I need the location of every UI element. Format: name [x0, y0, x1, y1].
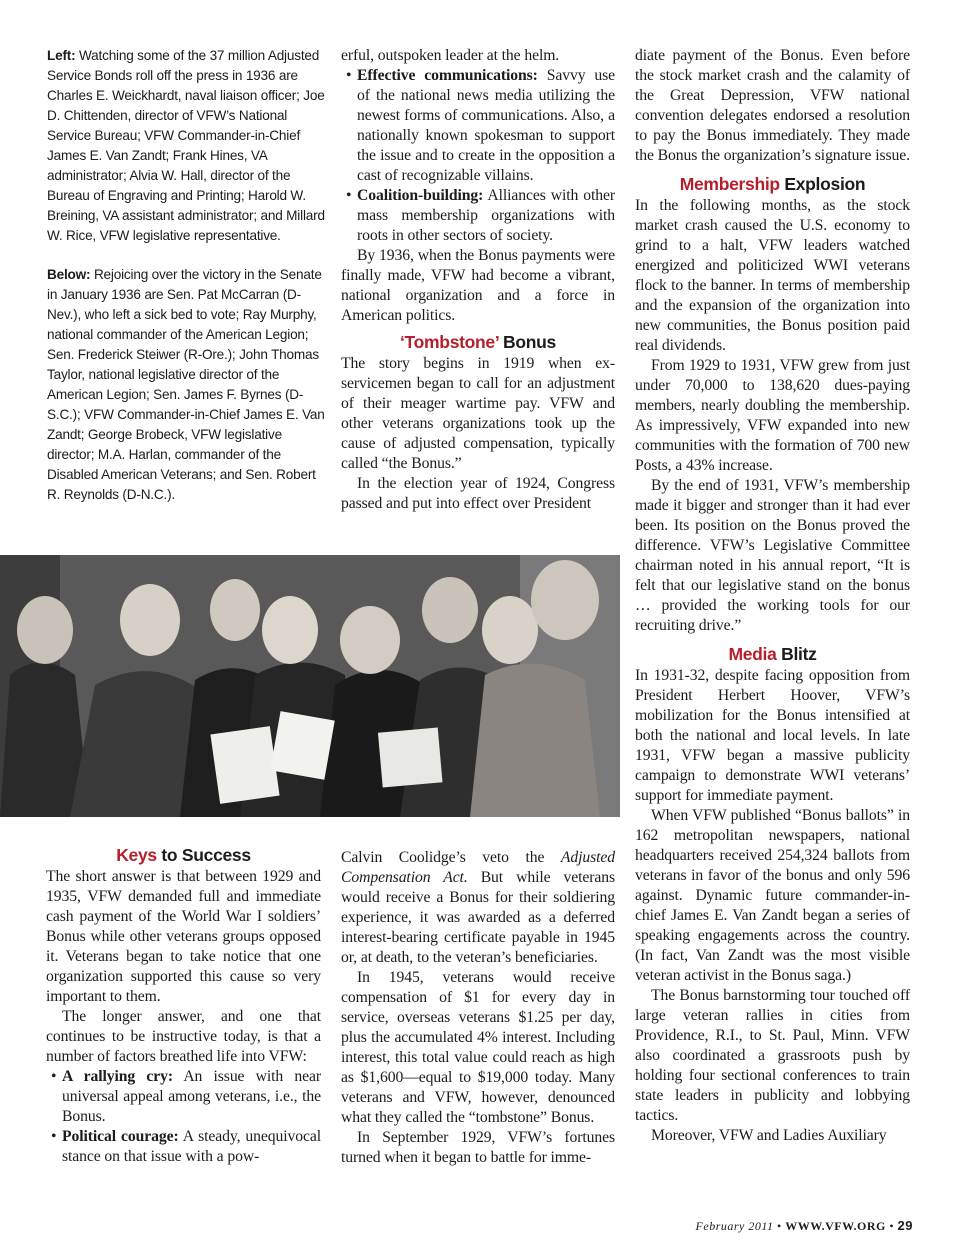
- paragraph: In the election year of 1924, Congress passed and put into effect over President: [341, 475, 615, 512]
- paragraph: The story begins in 1919 when ex-servicemen began to call for an adjustment of their meager wartime pay. VFW and other veterans organizations took up the cause of adjusted compensation, typically called “the Bonus.”: [341, 355, 615, 472]
- page-number: 29: [897, 1218, 913, 1233]
- column-1-bottom: [46, 845, 321, 1167]
- factor-list: [46, 1067, 321, 1167]
- caption-left: Left: Watching some of the 37 million Adjusted Service Bonds roll off the press in 1936 are Charles E. Weickhardt, naval liaison officer; Joe D. Chittenden, director of VFW’s National Service Bureau; VFW Commander-in-Chief James E. Van Zandt; Frank Hines, VA administrator; Alvia W. Hall, director of the Bureau of Engraving and Printing; Harold W. Breining, VA assistant administrator; and Millard W. Rice, VFW legislative representative.: [47, 48, 325, 243]
- paragraph: By the end of 1931, VFW’s membership made it bigger and stronger than it had ever been. Its position on the Bonus proved the difference. VFW’s Legislative Committee chairman noted in his annual report, “It is felt that our legislative stand on the bonus … provided the working tools for our recruiting drive.”: [635, 477, 910, 634]
- paragraph: In the following months, as the stock market crash caused the U.S. economy to grind to a halt, VFW leaders watched energized and politicized WWI veterans flock to the banner. In terms of membership and the expansion of the organization into new communities, the Bonus position paid real dividends.: [635, 197, 910, 354]
- separator: •: [889, 1219, 895, 1233]
- paragraph: Calvin Coolidge’s veto the Adjusted Compensation Act. But while veterans would receive a Bonus for their soldiering experience, it was awarded as a deferred interest-bearing certificate payable in 1945 or, at death, to the veteran’s beneficiaries.: [341, 849, 615, 966]
- section-heading-membership-explosion: Membership Explosion: [679, 174, 866, 194]
- group-photo-illustration: [0, 555, 620, 817]
- paragraph: Moreover, VFW and Ladies Auxiliary: [651, 1127, 887, 1144]
- separator: •: [776, 1219, 782, 1233]
- paragraph: By 1936, when the Bonus payments were finally made, VFW had become a vibrant, national organization and a force in American politics.: [341, 247, 615, 324]
- list-item: • Coalition-building: Alliances with other mass membership organizations with roots in other sectors of society.: [341, 186, 615, 246]
- photo-captions: [47, 46, 329, 505]
- group-photo: [0, 555, 620, 817]
- section-heading-keys-to-success: Keys to Success: [116, 845, 251, 865]
- paragraph: diate payment of the Bonus. Even before the stock market crash and the calamity of the Great Depression, VFW national convention delegates endorsed a resolution to pay the Bonus immediately. They made the Bonus the organization’s signature issue.: [635, 47, 910, 164]
- list-item: • Effective communications: Savvy use of the national news media utilizing the newest forms of communications. Also, a nationally known spokesman to support the issue and to create in the opposition a cast of recognizable villains.: [341, 66, 615, 186]
- paragraph: When VFW published “Bonus ballots” in 162 metropolitan newspapers, national headquarters received 254,324 ballots from veterans in favor of the bonus and only 596 against. Dynamic future commander-in-chief James E. Van Zandt began a series of speaking engagements across the country. (In fact, Van Zandt was the most visible veteran activist in the Bonus saga.): [635, 807, 910, 984]
- paragraph: In 1931-32, despite facing opposition from President Herbert Hoover, VFW’s mobilization for the Bonus intensified at both the national and local levels. In late 1931, VFW began a massive publicity campaign to demonstrate WWI veterans’ support for immediate payment.: [635, 667, 910, 804]
- paragraph: From 1929 to 1931, VFW grew from just under 70,000 to 138,620 dues-paying members, nearly doubling the membership. As impressively, VFW expanded into new communities with the formation of 700 new Posts, a 43% increase.: [635, 357, 910, 474]
- column-2-bottom: [341, 848, 615, 1168]
- paragraph: In September 1929, VFW’s fortunes turned when it began to battle for imme-: [341, 1129, 615, 1166]
- paragraph: erful, outspoken leader at the helm.: [341, 47, 560, 64]
- website: WWW.VFW.ORG: [785, 1219, 886, 1233]
- section-heading-media-blitz: Media Blitz: [728, 644, 817, 664]
- paragraph: The short answer is that between 1929 and 1935, VFW demanded full and immediate cash payment of the World War I soldiers’ Bonus while other veterans groups opposed it. Veterans began to take notice that one organization supported this cause so very important to them.: [46, 868, 321, 1005]
- page-footer: [696, 1218, 913, 1234]
- paragraph: In 1945, veterans would receive compensation of $1 for every day in service, overseas veterans $1.25 per day, plus the accumulated 4% interest. Including interest, this total value could reach as high as $1,600—equal to $19,000 today. Many veterans and VFW, however, denounced what they called the “tombstone” Bonus.: [341, 969, 615, 1126]
- paragraph: The Bonus barnstorming tour touched off large veteran rallies in cities from Providence, R.I., to St. Paul, Minn. VFW also coordinated a grassroots push by holding four sectional conferences to train state leaders in publicity and lobbying tactics.: [635, 987, 910, 1124]
- factor-list: [341, 66, 615, 246]
- issue-date: February 2011: [695, 1219, 774, 1233]
- paragraph: The longer answer, and one that continues to be instructive today, is that a number of factors breathed life into VFW:: [46, 1008, 321, 1065]
- caption-below: Below: Rejoicing over the victory in the Senate in January 1936 are Sen. Pat McCarran (D-Nev.), who left a sick bed to vote; Ray Murphy, national commander of the American Legion; Sen. Frederick Steiwer (R-Ore.); John Thomas Taylor, national legislative director of the American Legion; Sen. James F. Byrnes (D-S.C.); VFW Commander-in-Chief James E. Van Zandt; George Brobeck, VFW legislative director; M.A. Harlan, commander of the Disabled American Veterans; and Sen. Robert R. Reynolds (D-N.C.).: [47, 267, 325, 502]
- section-heading-tombstone-bonus: ‘Tombstone’ Bonus: [400, 332, 556, 352]
- list-item: • Political courage: A steady, unequivocal stance on that issue with a pow-: [46, 1127, 321, 1167]
- column-2-top: [341, 46, 615, 514]
- column-3: [635, 46, 910, 1146]
- list-item: • A rallying cry: An issue with near universal appeal among veterans, i.e., the Bonus.: [46, 1067, 321, 1127]
